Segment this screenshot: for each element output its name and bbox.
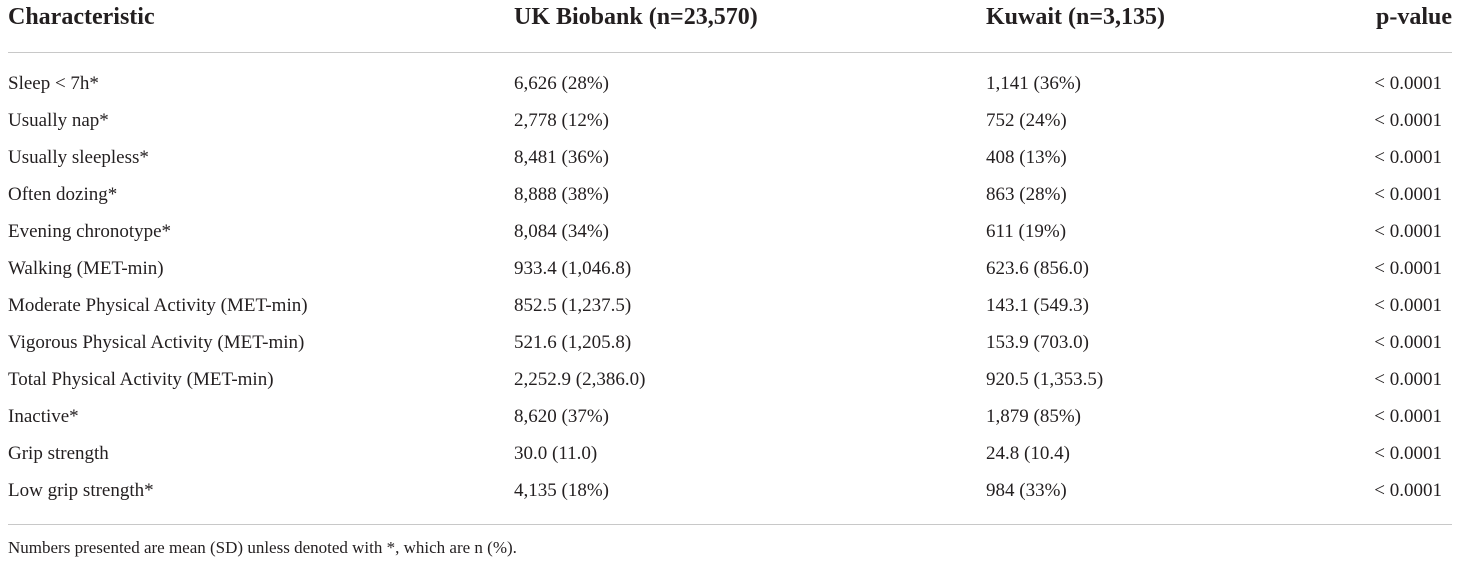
- header-uk-biobank: UK Biobank (n=23,570): [514, 4, 758, 30]
- cell-p-value: < 0.0001: [1374, 332, 1442, 353]
- table-row: [0, 72, 1460, 109]
- cell-kuwait: 143.1 (549.3): [986, 295, 1089, 316]
- cell-characteristic: Sleep < 7h*: [8, 73, 99, 94]
- cell-p-value: < 0.0001: [1374, 295, 1442, 316]
- cell-kuwait: 153.9 (703.0): [986, 332, 1089, 353]
- cell-characteristic: Total Physical Activity (MET-min): [8, 369, 274, 390]
- cell-p-value: < 0.0001: [1374, 73, 1442, 94]
- cell-kuwait: 408 (13%): [986, 147, 1067, 168]
- cell-characteristic: Low grip strength*: [8, 480, 154, 501]
- cell-uk-biobank: 8,620 (37%): [514, 406, 609, 427]
- cell-uk-biobank: 2,252.9 (2,386.0): [514, 369, 646, 390]
- cell-p-value: < 0.0001: [1374, 221, 1442, 242]
- cell-uk-biobank: 8,481 (36%): [514, 147, 609, 168]
- cell-p-value: < 0.0001: [1374, 480, 1442, 501]
- footer-divider: [8, 524, 1452, 525]
- cell-uk-biobank: 8,888 (38%): [514, 184, 609, 205]
- table-row: [0, 146, 1460, 183]
- table-row: [0, 368, 1460, 405]
- table-row: [0, 109, 1460, 146]
- table-row: [0, 257, 1460, 294]
- cell-uk-biobank: 852.5 (1,237.5): [514, 295, 632, 316]
- table-row: [0, 442, 1460, 479]
- cell-kuwait: 920.5 (1,353.5): [986, 369, 1104, 390]
- table-header: [0, 0, 1460, 50]
- table-row: [0, 294, 1460, 331]
- cell-uk-biobank: 521.6 (1,205.8): [514, 332, 632, 353]
- cell-uk-biobank: 6,626 (28%): [514, 73, 609, 94]
- cell-characteristic: Usually sleepless*: [8, 147, 149, 168]
- header-p-value: p-value: [1375, 4, 1452, 30]
- cell-kuwait: 863 (28%): [986, 184, 1067, 205]
- cell-uk-biobank: 933.4 (1,046.8): [514, 258, 632, 279]
- cell-p-value: < 0.0001: [1374, 147, 1442, 168]
- cell-p-value: < 0.0001: [1374, 369, 1442, 390]
- cell-characteristic: Inactive*: [8, 406, 79, 427]
- table-row: [0, 220, 1460, 257]
- table-row: [0, 405, 1460, 442]
- cell-p-value: < 0.0001: [1374, 443, 1442, 464]
- cell-uk-biobank: 4,135 (18%): [514, 480, 609, 501]
- cell-characteristic: Evening chronotype*: [8, 221, 172, 242]
- cell-p-value: < 0.0001: [1374, 258, 1442, 279]
- cell-characteristic: Usually nap*: [8, 110, 109, 131]
- cell-characteristic: Vigorous Physical Activity (MET-min): [8, 332, 305, 353]
- cell-uk-biobank: 30.0 (11.0): [514, 443, 598, 464]
- cell-kuwait: 1,141 (36%): [986, 73, 1081, 94]
- header-divider: [8, 52, 1452, 53]
- cell-p-value: < 0.0001: [1374, 184, 1442, 205]
- table-row: [0, 183, 1460, 220]
- table-row: [0, 479, 1460, 516]
- table-row: [0, 331, 1460, 368]
- cell-p-value: < 0.0001: [1374, 406, 1442, 427]
- cell-kuwait: 24.8 (10.4): [986, 443, 1070, 464]
- cell-p-value: < 0.0001: [1374, 110, 1442, 131]
- cell-kuwait: 611 (19%): [986, 221, 1067, 242]
- cell-kuwait: 752 (24%): [986, 110, 1067, 131]
- cell-characteristic: Grip strength: [8, 443, 109, 464]
- table-footnote: Numbers presented are mean (SD) unless denoted with *, which are n (%).: [8, 538, 517, 557]
- header-characteristic: Characteristic: [8, 4, 155, 30]
- cell-characteristic: Moderate Physical Activity (MET-min): [8, 295, 308, 316]
- cell-kuwait: 1,879 (85%): [986, 406, 1081, 427]
- cell-kuwait: 623.6 (856.0): [986, 258, 1089, 279]
- cell-kuwait: 984 (33%): [986, 480, 1067, 501]
- cell-characteristic: Walking (MET-min): [8, 258, 164, 279]
- header-kuwait: Kuwait (n=3,135): [986, 4, 1166, 30]
- cell-uk-biobank: 2,778 (12%): [514, 110, 609, 131]
- cell-uk-biobank: 8,084 (34%): [514, 221, 609, 242]
- cell-characteristic: Often dozing*: [8, 184, 118, 205]
